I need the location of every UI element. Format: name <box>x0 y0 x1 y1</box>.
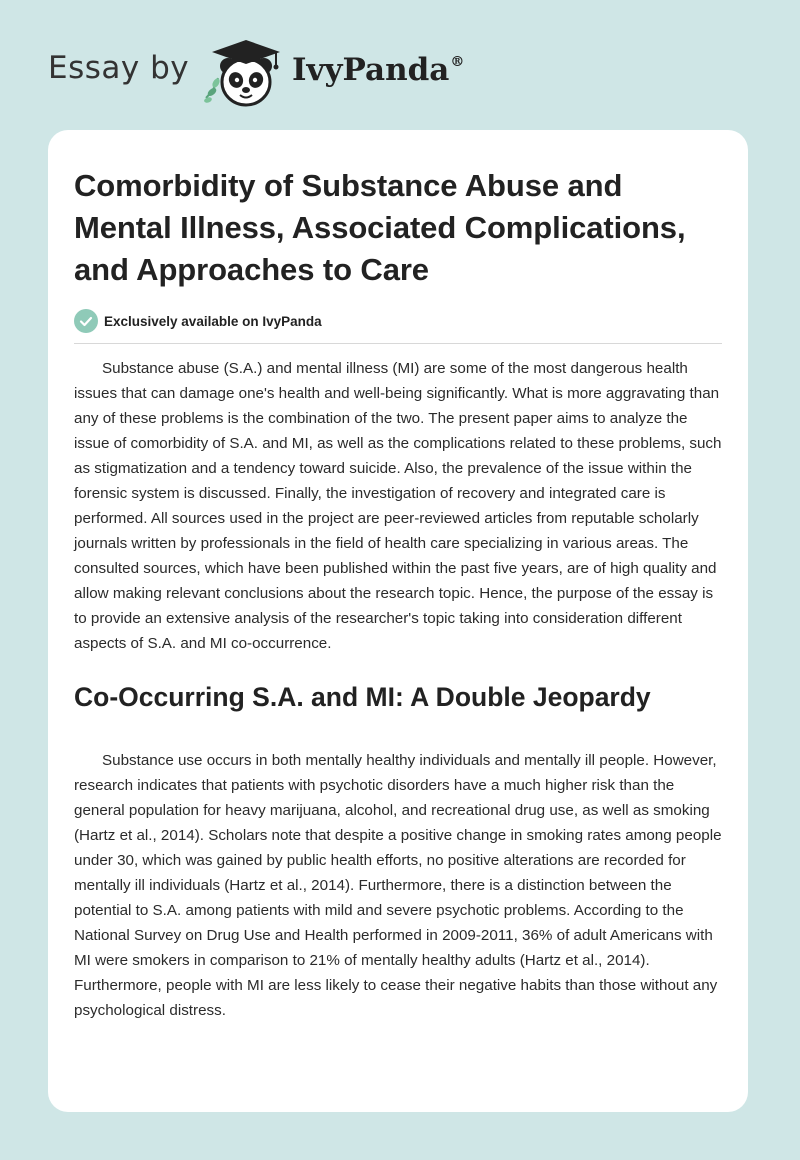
intro-paragraph: Substance abuse (S.A.) and mental illness (MI) are some of the most dangerous health issues that can damage one's health and well-being significantly. What is more aggravating than any of these problems is the combination of the two. The present paper aims to analyze the issue of comorbidity of S.A. and MI, as well as the complications related to these problems, such as stigmatization and a tendency toward suicide. Also, the prevalence of the issue within the forensic system is discussed. Finally, the investigation of recovery and integrated care is performed. All sources used in the project are peer-reviewed articles from reputable scholarly journals written by professionals in the field of health care specializing in various areas. The consulted sources, which have been published within the past five years, are of high quality and allow making relevant conclusions about the research topic. Hence, the purpose of the essay is to provide an extensive analysis of the researcher's topic taking into consideration different aspects of S.A. and MI co-occurrence. <box>74 360 722 652</box>
badge-text: Exclusively available on IvyPanda <box>104 313 322 329</box>
section-heading: Co-Occurring S.A. and MI: A Double Jeopardy <box>74 682 651 712</box>
exclusive-badge <box>74 308 722 334</box>
divider <box>74 343 722 344</box>
registered-mark: ® <box>450 54 465 70</box>
article-card <box>48 130 748 1112</box>
article-title: Comorbidity of Substance Abuse and Mental Illness, Associated Complications, and Approaches to Care <box>74 168 686 287</box>
brand-name-text: IvyPanda <box>292 52 450 88</box>
panda-graduate-icon[interactable] <box>202 36 286 112</box>
check-circle-icon <box>74 309 98 333</box>
site-header <box>48 36 748 112</box>
brand-prefix: Essay by <box>48 50 190 86</box>
body-paragraph: Substance use occurs in both mentally healthy individuals and mentally ill people. However, research indicates that patients with psychotic disorders have a much higher risk than the general population for heavy marijuana, alcohol, and recreational drug use, as well as smoking (Hartz et al., 2014). Scholars note that despite a positive change in smoking rates among people under 30, which was gained by public health efforts, no positive alterations are recorded for mentally ill individuals (Hartz et al., 2014). Furthermore, there is a distinction between the potential to S.A. among patients with mild and severe psychotic problems. According to the National Survey on Drug Use and Health performed in 2009-2011, 36% of adult Americans with MI were smokers in comparison to 21% of mentally healthy adults (Hartz et al., 2014). Furthermore, people with MI are less likely to cease their negative habits than those without any psychological distress. <box>74 752 722 1019</box>
brand-name[interactable] <box>292 52 464 88</box>
